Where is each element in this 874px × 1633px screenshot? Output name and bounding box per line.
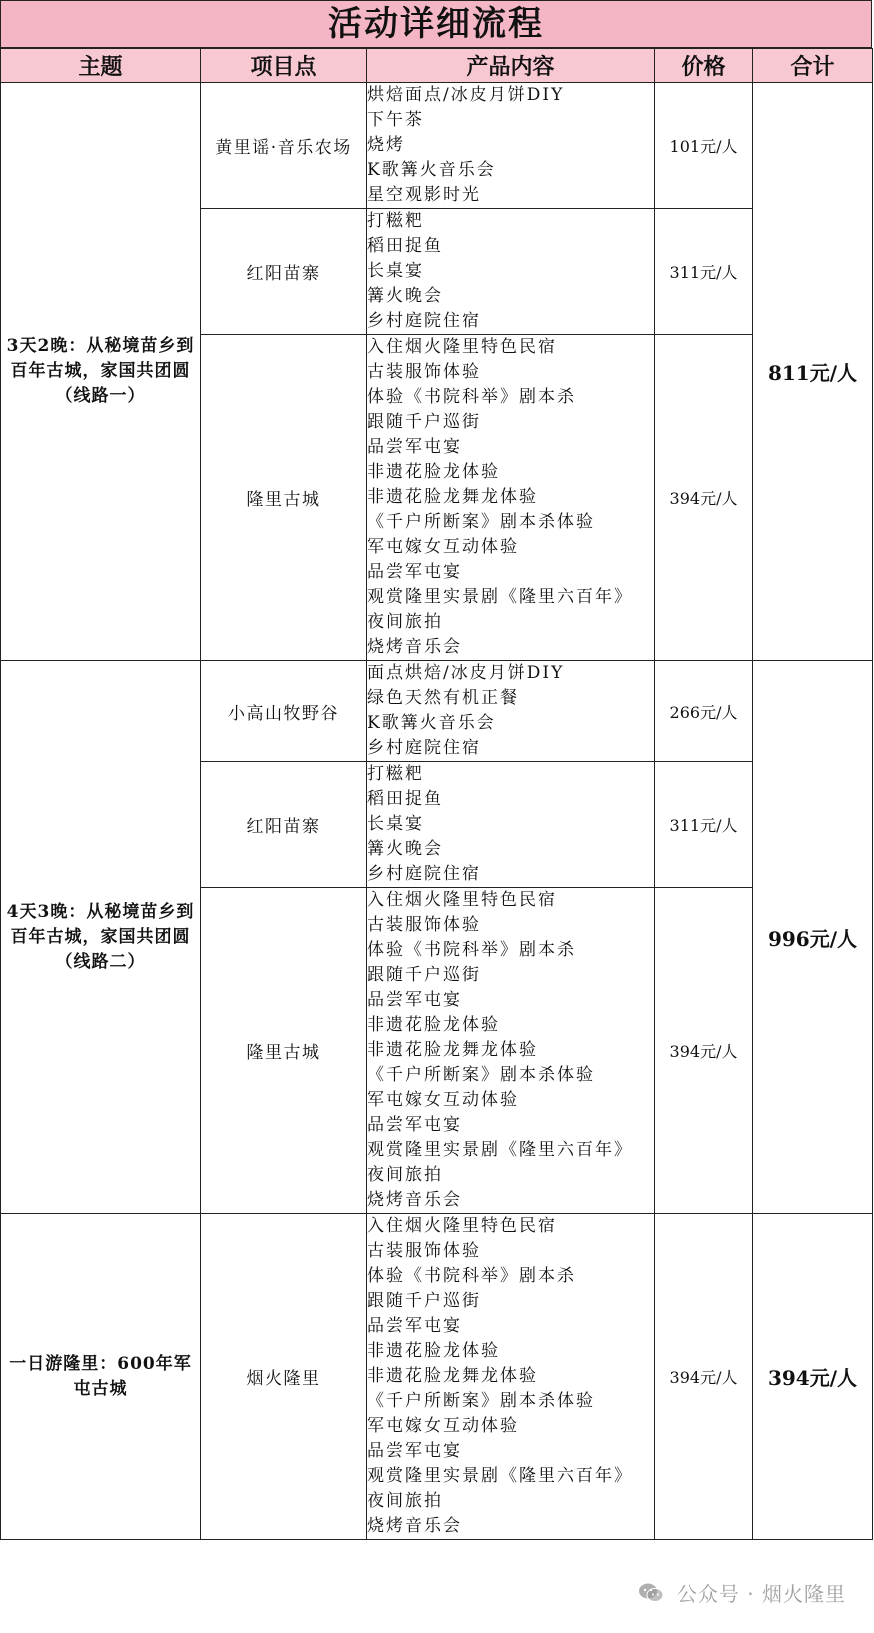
product-item: K歌篝火音乐会 <box>367 160 496 180</box>
product-item: 稻田捉鱼 <box>367 236 443 256</box>
product-item: 乡村庭院住宿 <box>367 738 481 758</box>
route-theme: 一日游隆里：600年军屯古城 <box>1 1214 201 1540</box>
product-item: 乡村庭院住宿 <box>367 311 481 331</box>
product-item: 非遗花脸龙体验 <box>367 1341 500 1361</box>
product-item: 入住烟火隆里特色民宿 <box>367 1216 557 1236</box>
product-item: 长桌宴 <box>367 814 424 834</box>
header-content: 产品内容 <box>367 49 655 83</box>
project-spot: 黄里谣·音乐农场 <box>201 83 367 209</box>
product-item: 篝火晚会 <box>367 286 443 306</box>
item-price: 266元/人 <box>655 661 753 762</box>
product-item: 品尝军屯宴 <box>367 1115 462 1135</box>
product-item: 品尝军屯宴 <box>367 437 462 457</box>
header-row <box>1 49 873 83</box>
product-item: 下午茶 <box>367 110 424 130</box>
product-item: 面点烘焙/冰皮月饼DIY <box>367 663 565 683</box>
product-content <box>367 1214 655 1540</box>
product-item: 观赏隆里实景剧《隆里六百年》 <box>367 1466 633 1486</box>
product-item: 跟随千户巡街 <box>367 1291 481 1311</box>
table-row <box>1 83 873 209</box>
product-item: 非遗花脸龙舞龙体验 <box>367 1366 538 1386</box>
product-content <box>367 661 655 762</box>
product-item: 绿色天然有机正餐 <box>367 688 519 708</box>
project-spot: 隆里古城 <box>201 888 367 1214</box>
product-item: 品尝军屯宴 <box>367 990 462 1010</box>
product-item: 入住烟火隆里特色民宿 <box>367 890 557 910</box>
product-item: 打糍粑 <box>367 211 424 231</box>
route-total: 394元/人 <box>753 1214 873 1540</box>
route-total: 811元/人 <box>753 83 873 661</box>
product-item: 非遗花脸龙体验 <box>367 1015 500 1035</box>
product-content <box>367 762 655 888</box>
product-item: 篝火晚会 <box>367 839 443 859</box>
header-spot: 项目点 <box>201 49 367 83</box>
product-item: 烧烤 <box>367 135 405 155</box>
product-item: 烧烤音乐会 <box>367 637 462 657</box>
item-price: 311元/人 <box>655 762 753 888</box>
header-price: 价格 <box>655 49 753 83</box>
watermark <box>638 1578 846 1609</box>
route-total: 996元/人 <box>753 661 873 1214</box>
item-price: 394元/人 <box>655 335 753 661</box>
product-item: 军屯嫁女互动体验 <box>367 1416 519 1436</box>
route-theme: 3天2晚：从秘境苗乡到百年古城，家国共团圆（线路一） <box>1 83 201 661</box>
product-content <box>367 888 655 1214</box>
product-item: 星空观影时光 <box>367 185 481 205</box>
product-item: 体验《书院科举》剧本杀 <box>367 940 576 960</box>
product-item: 夜间旅拍 <box>367 1491 443 1511</box>
product-item: 烧烤音乐会 <box>367 1516 462 1536</box>
product-item: 入住烟火隆里特色民宿 <box>367 337 557 357</box>
product-item: 体验《书院科举》剧本杀 <box>367 1266 576 1286</box>
activity-schedule-table <box>0 48 873 1540</box>
product-item: 夜间旅拍 <box>367 612 443 632</box>
product-item: 非遗花脸龙舞龙体验 <box>367 1040 538 1060</box>
product-item: 稻田捉鱼 <box>367 789 443 809</box>
route-theme: 4天3晚：从秘境苗乡到百年古城，家国共团圆（线路二） <box>1 661 201 1214</box>
project-spot: 隆里古城 <box>201 335 367 661</box>
product-item: 品尝军屯宴 <box>367 562 462 582</box>
product-item: 非遗花脸龙舞龙体验 <box>367 487 538 507</box>
table-row <box>1 1214 873 1540</box>
project-spot: 烟火隆里 <box>201 1214 367 1540</box>
product-item: 军屯嫁女互动体验 <box>367 1090 519 1110</box>
page-title: 活动详细流程 <box>0 0 872 48</box>
item-price: 101元/人 <box>655 83 753 209</box>
product-content <box>367 209 655 335</box>
product-item: 夜间旅拍 <box>367 1165 443 1185</box>
product-item: 古装服饰体验 <box>367 915 481 935</box>
product-item: 《千户所断案》剧本杀体验 <box>367 1065 595 1085</box>
product-item: 观赏隆里实景剧《隆里六百年》 <box>367 1140 633 1160</box>
product-item: 《千户所断案》剧本杀体验 <box>367 512 595 532</box>
product-item: 打糍粑 <box>367 764 424 784</box>
item-price: 394元/人 <box>655 888 753 1214</box>
product-item: 跟随千户巡街 <box>367 965 481 985</box>
product-item: 品尝军屯宴 <box>367 1316 462 1336</box>
product-item: 长桌宴 <box>367 261 424 281</box>
item-price: 394元/人 <box>655 1214 753 1540</box>
product-item: 军屯嫁女互动体验 <box>367 537 519 557</box>
watermark-text: 公众号 · 烟火隆里 <box>676 1582 846 1606</box>
product-item: 非遗花脸龙体验 <box>367 462 500 482</box>
product-item: 烘焙面点/冰皮月饼DIY <box>367 85 565 105</box>
header-total: 合计 <box>753 49 873 83</box>
table-body <box>1 83 873 1540</box>
product-item: 古装服饰体验 <box>367 362 481 382</box>
project-spot: 红阳苗寨 <box>201 762 367 888</box>
product-item: 烧烤音乐会 <box>367 1190 462 1210</box>
wechat-icon <box>638 1582 664 1609</box>
table-row <box>1 661 873 762</box>
product-item: 观赏隆里实景剧《隆里六百年》 <box>367 587 633 607</box>
header-theme: 主题 <box>1 49 201 83</box>
project-spot: 红阳苗寨 <box>201 209 367 335</box>
product-item: 古装服饰体验 <box>367 1241 481 1261</box>
product-content <box>367 83 655 209</box>
product-item: 体验《书院科举》剧本杀 <box>367 387 576 407</box>
project-spot: 小高山牧野谷 <box>201 661 367 762</box>
product-item: 跟随千户巡街 <box>367 412 481 432</box>
product-item: 乡村庭院住宿 <box>367 864 481 884</box>
product-item: 《千户所断案》剧本杀体验 <box>367 1391 595 1411</box>
product-item: K歌篝火音乐会 <box>367 713 496 733</box>
product-item: 品尝军屯宴 <box>367 1441 462 1461</box>
item-price: 311元/人 <box>655 209 753 335</box>
product-content <box>367 335 655 661</box>
